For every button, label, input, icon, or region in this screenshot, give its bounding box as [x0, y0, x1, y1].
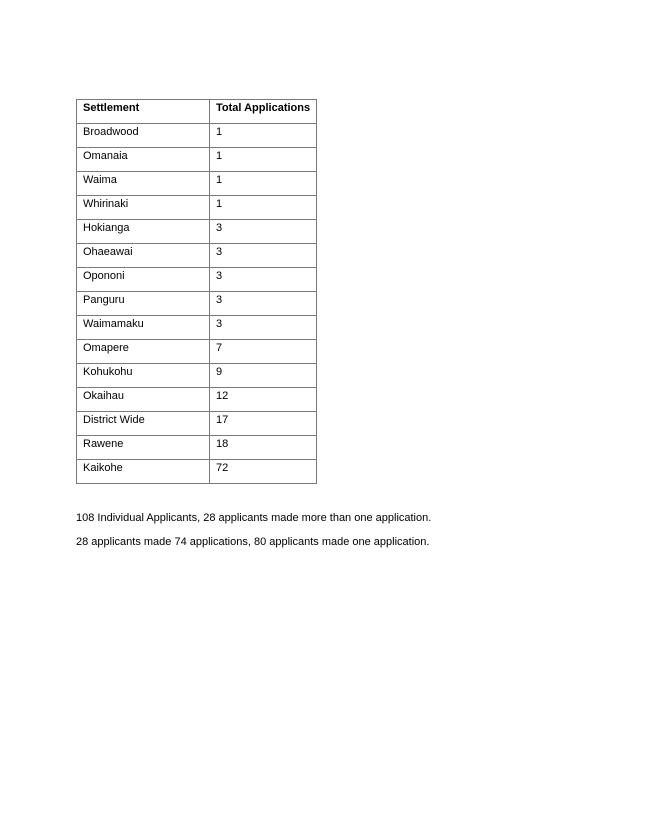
settlement-cell: Omapere	[77, 340, 210, 364]
settlement-cell: District Wide	[77, 412, 210, 436]
table-row	[77, 316, 317, 340]
settlement-cell: Okaihau	[77, 388, 210, 412]
total-cell: 9	[210, 364, 317, 388]
applications-table	[76, 99, 317, 484]
table-row	[77, 292, 317, 316]
settlement-cell: Kohukohu	[77, 364, 210, 388]
table-body	[77, 124, 317, 484]
header-total-applications: Total Applications	[210, 100, 317, 124]
total-cell: 1	[210, 196, 317, 220]
table-row	[77, 172, 317, 196]
total-cell: 1	[210, 172, 317, 196]
total-cell: 3	[210, 268, 317, 292]
total-cell: 1	[210, 148, 317, 172]
total-cell: 3	[210, 220, 317, 244]
table-header-row	[77, 100, 317, 124]
total-cell: 72	[210, 460, 317, 484]
total-cell: 1	[210, 124, 317, 148]
total-cell: 18	[210, 436, 317, 460]
settlement-cell: Waima	[77, 172, 210, 196]
table-row	[77, 220, 317, 244]
total-cell: 3	[210, 244, 317, 268]
table-row	[77, 412, 317, 436]
total-cell: 17	[210, 412, 317, 436]
settlement-cell: Broadwood	[77, 124, 210, 148]
table-row	[77, 436, 317, 460]
table-row	[77, 460, 317, 484]
settlement-cell: Omanaia	[77, 148, 210, 172]
settlement-cell: Waimamaku	[77, 316, 210, 340]
settlement-cell: Opononi	[77, 268, 210, 292]
settlement-cell: Rawene	[77, 436, 210, 460]
total-cell: 12	[210, 388, 317, 412]
settlement-cell: Hokianga	[77, 220, 210, 244]
total-cell: 3	[210, 316, 317, 340]
settlement-cell: Ohaeawai	[77, 244, 210, 268]
settlement-cell: Panguru	[77, 292, 210, 316]
table-row	[77, 124, 317, 148]
settlement-cell: Kaikohe	[77, 460, 210, 484]
table-row	[77, 388, 317, 412]
table-row	[77, 244, 317, 268]
table-row	[77, 268, 317, 292]
settlement-cell: Whirinaki	[77, 196, 210, 220]
table-row	[77, 196, 317, 220]
total-cell: 3	[210, 292, 317, 316]
total-cell: 7	[210, 340, 317, 364]
table-row	[77, 364, 317, 388]
summary-note-applications: 28 applicants made 74 applications, 80 applicants made one application.	[76, 536, 430, 548]
table-row	[77, 148, 317, 172]
summary-note-applicants: 108 Individual Applicants, 28 applicants made more than one application.	[76, 512, 432, 524]
table-row	[77, 340, 317, 364]
header-settlement: Settlement	[77, 100, 210, 124]
